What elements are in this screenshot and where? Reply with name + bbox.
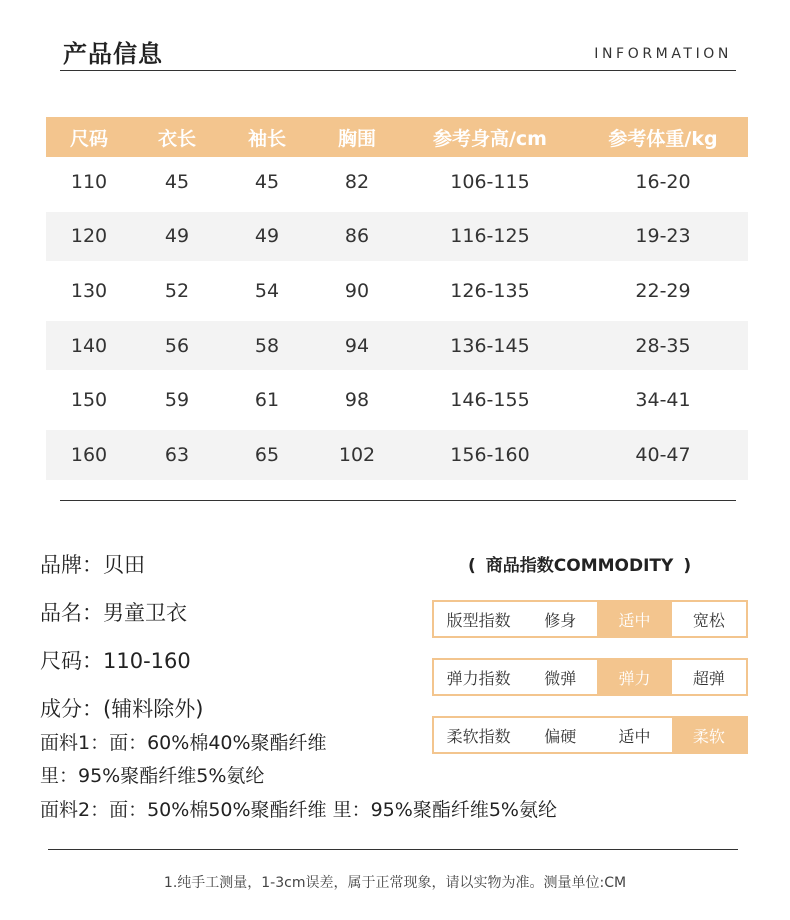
cell-length: 52 (164, 279, 190, 302)
cell-weight: 19-23 (578, 209, 748, 264)
table-row (46, 209, 748, 264)
cell-size: 150 (70, 389, 108, 412)
cell-chest: 102 (312, 427, 402, 482)
fabric2-text: 面料2：面：50%棉50%聚酯纤维 里：95%聚酯纤维5%氨纶 (40, 799, 557, 821)
col-header-sleeve: 袖长 (222, 117, 312, 157)
cell-sleeve: 65 (222, 427, 312, 482)
cell-weight: 28-35 (578, 318, 748, 373)
cell-size: 120 (46, 209, 132, 264)
stretch-index (432, 658, 748, 696)
cell-chest: 94 (312, 318, 402, 373)
cell-height: 116-125 (402, 209, 578, 264)
cell-weight: 34-41 (635, 389, 691, 412)
stretch-index-label: 弹力指数 (446, 668, 511, 688)
softness-index (432, 716, 748, 754)
fit-option-loose: 宽松 (692, 610, 725, 630)
cell-height: 106-115 (450, 170, 530, 193)
cell-length: 59 (164, 389, 190, 412)
fit-index-label: 版型指数 (446, 610, 511, 630)
table-row (46, 427, 748, 482)
cell-sleeve: 49 (222, 209, 312, 264)
cell-weight: 16-20 (635, 170, 691, 193)
cell-chest: 98 (344, 389, 370, 412)
cell-weight: 40-47 (578, 427, 748, 482)
fabric1-text: 面料1：面：60%棉40%聚酯纤维 (40, 732, 327, 754)
cell-sleeve: 61 (254, 389, 280, 412)
footer-divider (48, 849, 738, 850)
size-range-text: 尺码：110-160 (40, 649, 191, 673)
cell-sleeve: 54 (254, 279, 280, 302)
cell-height: 146-155 (450, 389, 530, 412)
cell-length: 56 (132, 318, 222, 373)
col-header-height: 参考身高/cm (402, 117, 578, 157)
cell-sleeve: 45 (254, 170, 280, 193)
header-divider (60, 70, 736, 71)
commodity-open-paren: ( (468, 556, 476, 576)
table-row (46, 373, 748, 428)
softness-index-label: 柔软指数 (446, 726, 511, 746)
cell-weight: 22-29 (635, 279, 691, 302)
softness-option-firm: 偏硬 (544, 726, 577, 746)
col-header-weight: 参考体重/kg (578, 117, 748, 157)
brand-text: 品牌：贝田 (40, 553, 145, 577)
commodity-close-paren: ) (683, 556, 692, 576)
cell-length: 63 (132, 427, 222, 482)
fit-option-slim: 修身 (544, 610, 577, 630)
cell-size: 140 (46, 318, 132, 373)
cell-length: 49 (132, 209, 222, 264)
size-table (46, 117, 748, 485)
cell-height: 126-135 (450, 279, 530, 302)
page-title: 产品信息 (63, 40, 163, 68)
cell-size: 110 (70, 170, 108, 193)
table-row (46, 157, 748, 209)
cell-chest: 82 (344, 170, 370, 193)
cell-height: 136-145 (402, 318, 578, 373)
cell-sleeve: 58 (222, 318, 312, 373)
composition-text: 成分：(辅料除外) (40, 697, 204, 721)
fit-index (432, 600, 748, 638)
measurement-footnote: 1.纯手工测量，1-3cm误差，属于正常现象，请以实物为准。测量单位:CM (163, 875, 627, 891)
cell-chest: 90 (344, 279, 370, 302)
commodity-heading (458, 551, 701, 576)
col-header-size: 尺码 (46, 117, 132, 157)
stretch-option-slight: 微弹 (544, 668, 577, 688)
stretch-option-stretch: 弹力 (597, 660, 671, 694)
fit-option-regular: 适中 (597, 602, 671, 636)
commodity-title: 商品指数COMMODITY (485, 556, 674, 576)
cell-size: 160 (46, 427, 132, 482)
page-title-en: INFORMATION (594, 46, 732, 62)
col-header-length: 衣长 (132, 117, 222, 157)
cell-height: 156-160 (402, 427, 578, 482)
size-table-header (46, 117, 748, 157)
softness-option-medium: 适中 (618, 726, 651, 746)
table-divider (60, 500, 736, 501)
product-name-text: 品名：男童卫衣 (40, 601, 187, 625)
table-row (46, 264, 748, 319)
lining1-text: 里：95%聚酯纤维5%氨纶 (40, 765, 265, 787)
table-row (46, 318, 748, 373)
stretch-option-super: 超弹 (692, 668, 725, 688)
cell-length: 45 (164, 170, 190, 193)
cell-chest: 86 (312, 209, 402, 264)
cell-size: 130 (70, 279, 108, 302)
col-header-chest: 胸围 (312, 117, 402, 157)
softness-option-soft: 柔软 (672, 718, 746, 752)
